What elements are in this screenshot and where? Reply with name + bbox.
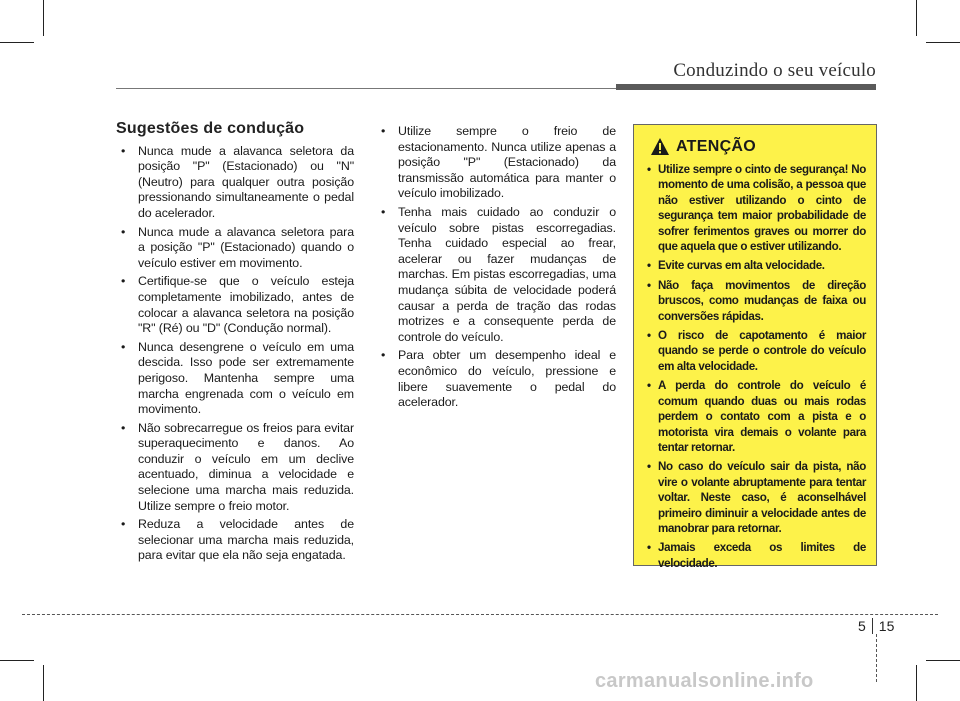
left-column	[116, 121, 354, 567]
header-bar	[616, 84, 876, 90]
warning-item: • A perda do controle do veículo é comum quando duas ou mais rodas perdem o contato com a pista e o motorista vira demais o volante para tentar retornar.	[646, 378, 866, 455]
crop-mark	[43, 665, 44, 701]
crop-mark	[916, 665, 917, 701]
section-title: Sugestões de condução	[116, 120, 305, 137]
page-index: 15	[878, 618, 895, 634]
crop-mark	[916, 0, 917, 36]
left-bullet-list	[116, 144, 354, 564]
warning-triangle-icon	[650, 137, 670, 156]
list-item: • Não sobrecarregue os freios para evitar superaquecimento e danos. Ao conduzir o veículo em um declive acentuado, diminua a velocidade e selecione uma marcha mais reduzida. Utilize sempre o freio motor.	[116, 421, 354, 515]
list-item: • Certifique-se que o veículo esteja completamente imobilizado, antes de colocar a alavanca seletora na posição "R" (Ré) ou "D" (Condução normal).	[116, 274, 354, 336]
warning-item: • Não faça movimentos de direção bruscos, como mudanças de faixa ou conversões rápidas.	[646, 278, 866, 324]
footer-rule	[22, 614, 938, 615]
list-item: • Reduza a velocidade antes de selecionar uma marcha mais reduzida, para evitar que ela não seja engatada.	[116, 517, 354, 564]
list-item: • Utilize sempre o freio de estacionamento. Nunca utilize apenas a posição "P" (Estacionado) da transmissão automática para manter o veículo imobilizado.	[376, 124, 616, 202]
watermark: carmanualsonline.info	[595, 670, 814, 692]
middle-column	[376, 124, 616, 414]
warning-item: • No caso do veículo sair da pista, não vire o volante abruptamente para tentar voltar. Neste caso, é aconselhável primeiro diminuir a velocidade antes de manobrar para retornar.	[646, 459, 866, 536]
crop-mark	[0, 42, 34, 43]
crop-mark	[0, 660, 34, 661]
chapter-title: Conduzindo o seu veículo	[673, 60, 876, 81]
page-number-separator	[872, 618, 873, 634]
list-item: • Tenha mais cuidado ao conduzir o veículo sobre pistas escorregadias. Tenha cuidado especial ao frear, acelerar ou fazer mudanças de marchas. Em pistas escorregadias, uma mudança súbita de velocidade poderá causar a perda de tração das rodas motrizes e a consequente perda de controle do veículo.	[376, 205, 616, 345]
crop-mark	[926, 660, 960, 661]
page-number	[858, 618, 894, 634]
warning-list	[646, 162, 866, 571]
warning-box	[633, 124, 877, 570]
header-rule	[116, 88, 616, 89]
footer-vertical-rule	[876, 634, 877, 682]
list-item: • Para obter um desempenho ideal e econômico do veículo, pressione e libere suavemente o pedal do acelerador.	[376, 348, 616, 410]
middle-bullet-list	[376, 124, 616, 411]
list-item: • Nunca mude a alavanca seletora para a posição "P" (Estacionado) quando o veículo estiver em movimento.	[116, 225, 354, 272]
warning-item: • Jamais exceda os limites de velocidade.	[646, 540, 866, 571]
chapter-number: 5	[858, 618, 866, 634]
warning-header	[646, 137, 866, 156]
warning-item: • O risco de capotamento é maior quando se perde o controle do veículo em alta velocidade.	[646, 328, 866, 374]
list-item: • Nunca mude a alavanca seletora da posição "P" (Estacionado) ou "N" (Neutro) para qualquer outra posição pressionando simultaneamente o pedal do acelerador.	[116, 144, 354, 222]
warning-item: • Utilize sempre o cinto de segurança! No momento de uma colisão, a pessoa que não estiver utilizando o cinto de segurança tem maior probabilidade de sofrer ferimentos graves ou morrer do que aquela que o estiver utilizando.	[646, 162, 866, 254]
warning-title: ATENÇÃO	[676, 137, 757, 155]
crop-mark	[926, 42, 960, 43]
warning-item: • Evite curvas em alta velocidade.	[646, 258, 866, 273]
crop-mark	[43, 0, 44, 36]
list-item: • Nunca desengrene o veículo em uma descida. Isso pode ser extremamente perigoso. Mantenha sempre uma marcha engrenada com o veículo em movimento.	[116, 340, 354, 418]
